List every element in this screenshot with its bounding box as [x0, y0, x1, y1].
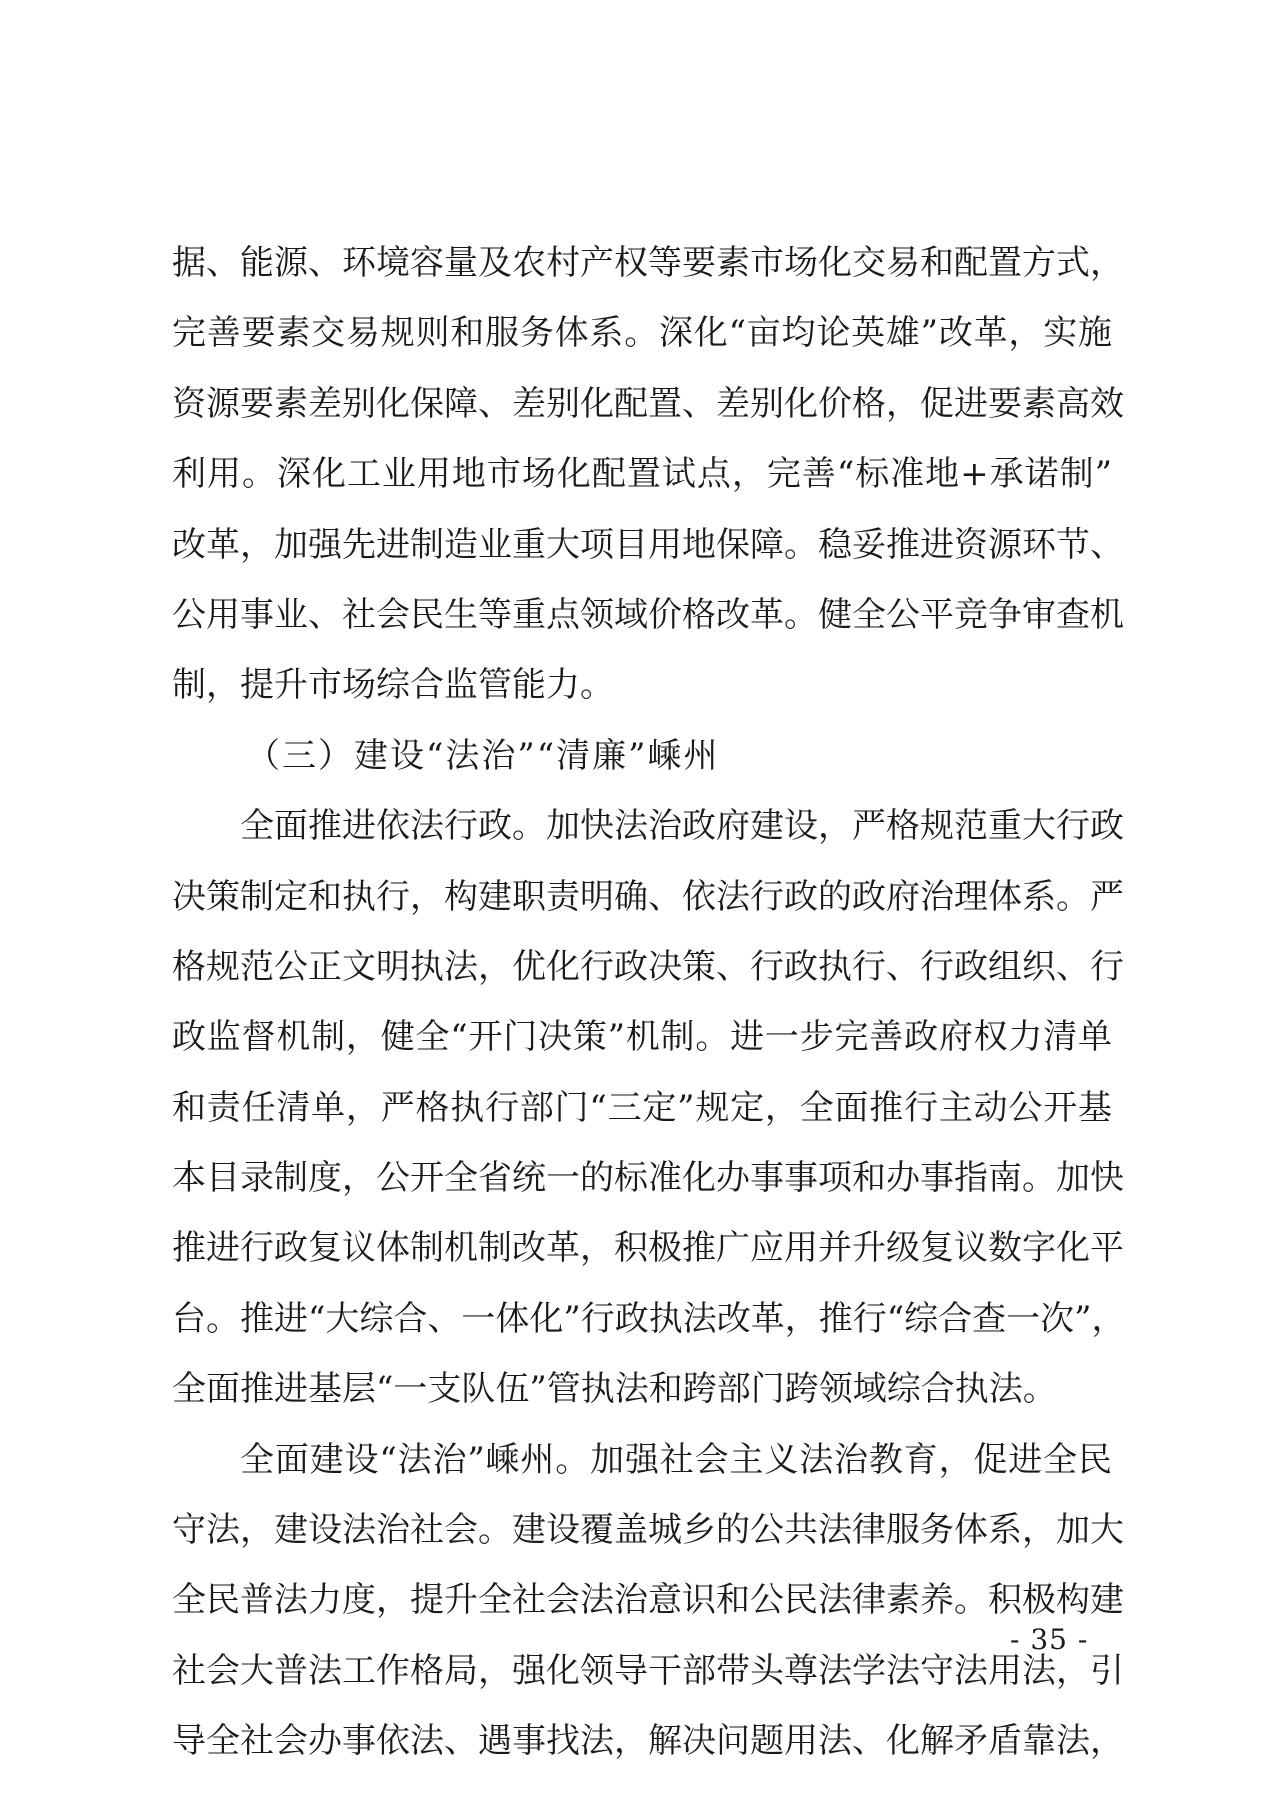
text-line: 完善要素交易规则和服务体系。深化“亩均论英雄”改革，实施 — [172, 313, 1112, 354]
text-line: 社会大普法工作格局，强化领导干部带头尊法学法守法用法，引 — [172, 1650, 1124, 1691]
text-line: 和责任清单，严格执行部门“三定”规定，全面推行主动公开基 — [172, 1087, 1112, 1128]
paragraph-first-line: 全面推进依法行政。加快法治政府建设，严格规范重大行政 — [240, 806, 1124, 847]
text-line: 公用事业、社会民生等重点领域价格改革。健全公平竞争审查机 — [172, 594, 1124, 635]
body-text — [172, 228, 1126, 1777]
text-line: 格规范公正文明执法，优化行政决策、行政执行、行政组织、行 — [172, 946, 1124, 987]
text-line: 守法，建设法治社会。建设覆盖城乡的公共法律服务体系，加大 — [172, 1510, 1124, 1551]
text-line: 台。推进“大综合、一体化”行政执法改革，推行“综合查一次”， — [172, 1298, 1126, 1339]
text-line: 制，提升市场综合监管能力。 — [172, 665, 614, 706]
text-line: 本目录制度，公开全省统一的标准化办事事项和办事指南。加快 — [172, 1158, 1124, 1199]
section-heading: （三）建设“法治”“清廉”嵊州 — [246, 735, 720, 776]
page-number: - 35 - — [1010, 1623, 1089, 1656]
text-line: 政监督机制，健全“开门决策”机制。进一步完善政府权力清单 — [172, 1017, 1112, 1058]
paragraph-first-line: 全面建设“法治”嵊州。加强社会主义法治教育，促进全民 — [240, 1439, 1112, 1480]
text-line: 推进行政复议体制机制改革，积极推广应用并升级复议数字化平 — [172, 1228, 1124, 1269]
text-line: 资源要素差别化保障、差别化配置、差别化价格，促进要素高效 — [172, 383, 1124, 424]
text-line: 决策制定和执行，构建职责明确、依法行政的政府治理体系。严 — [172, 876, 1124, 917]
text-line: 利用。深化工业用地市场化配置试点，完善“标准地+承诺制” — [172, 454, 1112, 495]
text-line: 全民普法力度，提升全社会法治意识和公民法律素养。积极构建 — [172, 1580, 1124, 1621]
text-line: 改革，加强先进制造业重大项目用地保障。稳妥推进资源环节、 — [172, 524, 1124, 565]
text-line: 导全社会办事依法、遇事找法，解决问题用法、化解矛盾靠法， — [172, 1721, 1124, 1762]
text-line: 据、能源、环境容量及农村产权等要素市场化交易和配置方式， — [172, 243, 1124, 283]
text-line: 全面推进基层“一支队伍”管执法和跨部门跨领域综合执法。 — [172, 1369, 1057, 1410]
